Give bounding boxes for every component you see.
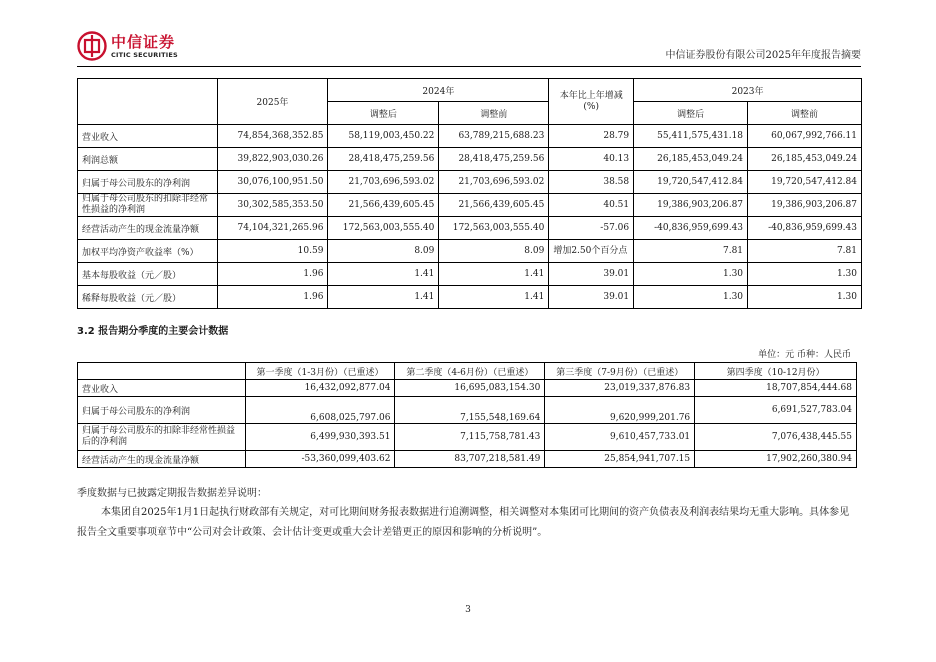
cell-2024-adj-before: 172,563,003,555.40 [439, 217, 549, 240]
header-2023-adj-after: 调整后 [634, 102, 748, 125]
cell-2024-adj-after: 21,566,439,605.45 [328, 194, 439, 217]
cell-2024-adj-after: 58,119,003,450.22 [328, 125, 439, 148]
cell-2023-adj-after: -40,836,959,699.43 [634, 217, 748, 240]
row-label: 营业收入 [78, 125, 218, 148]
table-row [78, 397, 857, 424]
cell-2023-adj-before: 7.81 [748, 240, 862, 263]
table-row [78, 171, 862, 194]
quarterly-difference-note-heading: 季度数据与已披露定期报告数据差异说明： [77, 488, 267, 499]
page-header [77, 26, 861, 67]
row-label: 营业收入 [78, 380, 246, 397]
cell-2024-adj-after: 1.41 [328, 263, 439, 286]
cell-2023-adj-before: -40,836,959,699.43 [748, 217, 862, 240]
cell-2025: 30,302,585,353.50 [217, 194, 328, 217]
quarterly-difference-note-body: 本集团自2025年1月1日起执行财政部有关规定，对可比期间财务报表数据进行追溯调整，相关调整对本集团可比期间的资产负债表及利润表结果均无重大影响。具体参见报告全文重要事项章节中“公司对会计政策、会计估计变更或重大会计差错更正的原因和影响的分析说明”。 [77, 507, 850, 538]
row-label: 经营活动产生的现金流量净额 [78, 451, 246, 468]
citic-logo [77, 29, 178, 63]
cell-2024-adj-after: 21,703,696,593.02 [328, 171, 439, 194]
cell-change: 39.01 [549, 263, 634, 286]
cell-2023-adj-after: 19,720,547,412.84 [634, 171, 748, 194]
cell-2024-adj-before: 8.09 [439, 240, 549, 263]
row-label: 归属于母公司股东的扣除非经常性损益的净利润 [78, 194, 218, 217]
cell-q1: 6,608,025,797.06 [245, 397, 395, 424]
header-q1: 第一季度（1-3月份）（已重述） [245, 363, 395, 380]
cell-change: 28.79 [549, 125, 634, 148]
cell-2024-adj-before: 21,566,439,605.45 [439, 194, 549, 217]
report-title: 中信证券股份有限公司2025年年度报告摘要 [665, 50, 861, 61]
header-2024: 2024年 [328, 79, 549, 102]
cell-q4: 17,902,260,380.94 [695, 451, 857, 468]
cell-q1: 16,432,092,877.04 [245, 380, 395, 397]
cell-q3: 9,620,999,201.76 [545, 397, 695, 424]
header-blank [78, 363, 246, 380]
cell-2023-adj-after: 7.81 [634, 240, 748, 263]
citic-logo-icon [77, 31, 107, 61]
cell-q1: -53,360,099,403.62 [245, 451, 395, 468]
table-row [78, 286, 862, 309]
cell-q4: 7,076,438,445.55 [695, 424, 857, 451]
cell-2023-adj-before: 1.30 [748, 286, 862, 309]
header-blank [78, 79, 218, 125]
cell-2024-adj-after: 172,563,003,555.40 [328, 217, 439, 240]
cell-q3: 9,610,457,733.01 [545, 424, 695, 451]
cell-q2: 83,707,218,581.49 [395, 451, 545, 468]
cell-change: 40.13 [549, 148, 634, 171]
row-label: 利润总额 [78, 148, 218, 171]
cell-2024-adj-before: 1.41 [439, 263, 549, 286]
cell-2025: 1.96 [217, 286, 328, 309]
cell-change: 40.51 [549, 194, 634, 217]
table-header-row [78, 363, 857, 380]
cell-q3: 23,019,337,876.83 [545, 380, 695, 397]
row-label: 归属于母公司股东的扣除非经常性损益后的净利润 [78, 424, 246, 451]
row-label: 经营活动产生的现金流量净额 [78, 217, 218, 240]
cell-q4: 18,707,854,444.68 [695, 380, 857, 397]
cell-change: 39.01 [549, 286, 634, 309]
cell-2023-adj-before: 19,720,547,412.84 [748, 171, 862, 194]
cell-q1: 6,499,930,393.51 [245, 424, 395, 451]
row-label: 归属于母公司股东的净利润 [78, 171, 218, 194]
header-change: 本年比上年增减(%) [549, 79, 634, 125]
quarterly-data-table [77, 362, 857, 468]
table-row [78, 240, 862, 263]
cell-q4: 6,691,527,783.04 [695, 397, 857, 424]
row-label: 归属于母公司股东的净利润 [78, 397, 246, 424]
cell-2025: 10.59 [217, 240, 328, 263]
section-title: 3.2 报告期分季度的主要会计数据 [77, 326, 229, 337]
cell-2023-adj-after: 55,411,575,431.18 [634, 125, 748, 148]
cell-2025: 39,822,903,030.26 [217, 148, 328, 171]
cell-q3: 25,854,941,707.15 [545, 451, 695, 468]
header-q4: 第四季度（10-12月份） [695, 363, 857, 380]
cell-2024-adj-before: 21,703,696,593.02 [439, 171, 549, 194]
table-row [78, 451, 857, 468]
cell-2024-adj-before: 63,789,215,688.23 [439, 125, 549, 148]
cell-2024-adj-after: 8.09 [328, 240, 439, 263]
logo-english-name: CITIC SECURITIES [111, 50, 178, 59]
cell-q2: 7,115,758,781.43 [395, 424, 545, 451]
cell-2025: 30,076,100,951.50 [217, 171, 328, 194]
cell-2024-adj-after: 1.41 [328, 286, 439, 309]
table-row [78, 148, 862, 171]
cell-2025: 74,854,368,352.85 [217, 125, 328, 148]
header-2025: 2025年 [217, 79, 328, 125]
cell-2023-adj-after: 19,386,903,206.87 [634, 194, 748, 217]
table-row [78, 424, 857, 451]
unit-note: 单位：元 币种：人民币 [758, 350, 851, 360]
cell-change: 38.58 [549, 171, 634, 194]
cell-2024-adj-before: 1.41 [439, 286, 549, 309]
cell-2023-adj-after: 26,185,453,049.24 [634, 148, 748, 171]
cell-change: -57.06 [549, 217, 634, 240]
table-row [78, 217, 862, 240]
row-label: 基本每股收益（元／股） [78, 263, 218, 286]
cell-change: 增加2.50个百分点 [549, 240, 634, 263]
header-2024-adj-before: 调整前 [439, 102, 549, 125]
header-2023-adj-before: 调整前 [748, 102, 862, 125]
header-q2: 第二季度（4-6月份）（已重述） [395, 363, 545, 380]
cell-q2: 16,695,083,154.30 [395, 380, 545, 397]
cell-2025: 74,104,321,265.96 [217, 217, 328, 240]
cell-2023-adj-after: 1.30 [634, 263, 748, 286]
table-row [78, 263, 862, 286]
cell-2025: 1.96 [217, 263, 328, 286]
table-row [78, 194, 862, 217]
table-row [78, 125, 862, 148]
table-row [78, 380, 857, 397]
row-label: 稀释每股收益（元／股） [78, 286, 218, 309]
page-number: 3 [465, 605, 471, 615]
cell-q2: 7,155,548,169.64 [395, 397, 545, 424]
cell-2023-adj-before: 19,386,903,206.87 [748, 194, 862, 217]
header-2023: 2023年 [634, 79, 862, 102]
key-accounting-data-table [77, 78, 862, 309]
header-q3: 第三季度（7-9月份）（已重述） [545, 363, 695, 380]
cell-2024-adj-after: 28,418,475,259.56 [328, 148, 439, 171]
header-2024-adj-after: 调整后 [328, 102, 439, 125]
cell-2024-adj-before: 28,418,475,259.56 [439, 148, 549, 171]
row-label: 加权平均净资产收益率（%） [78, 240, 218, 263]
cell-2023-adj-before: 60,067,992,766.11 [748, 125, 862, 148]
cell-2023-adj-before: 26,185,453,049.24 [748, 148, 862, 171]
cell-2023-adj-before: 1.30 [748, 263, 862, 286]
logo-chinese-name: 中信证券 [111, 32, 176, 51]
cell-2023-adj-after: 1.30 [634, 286, 748, 309]
